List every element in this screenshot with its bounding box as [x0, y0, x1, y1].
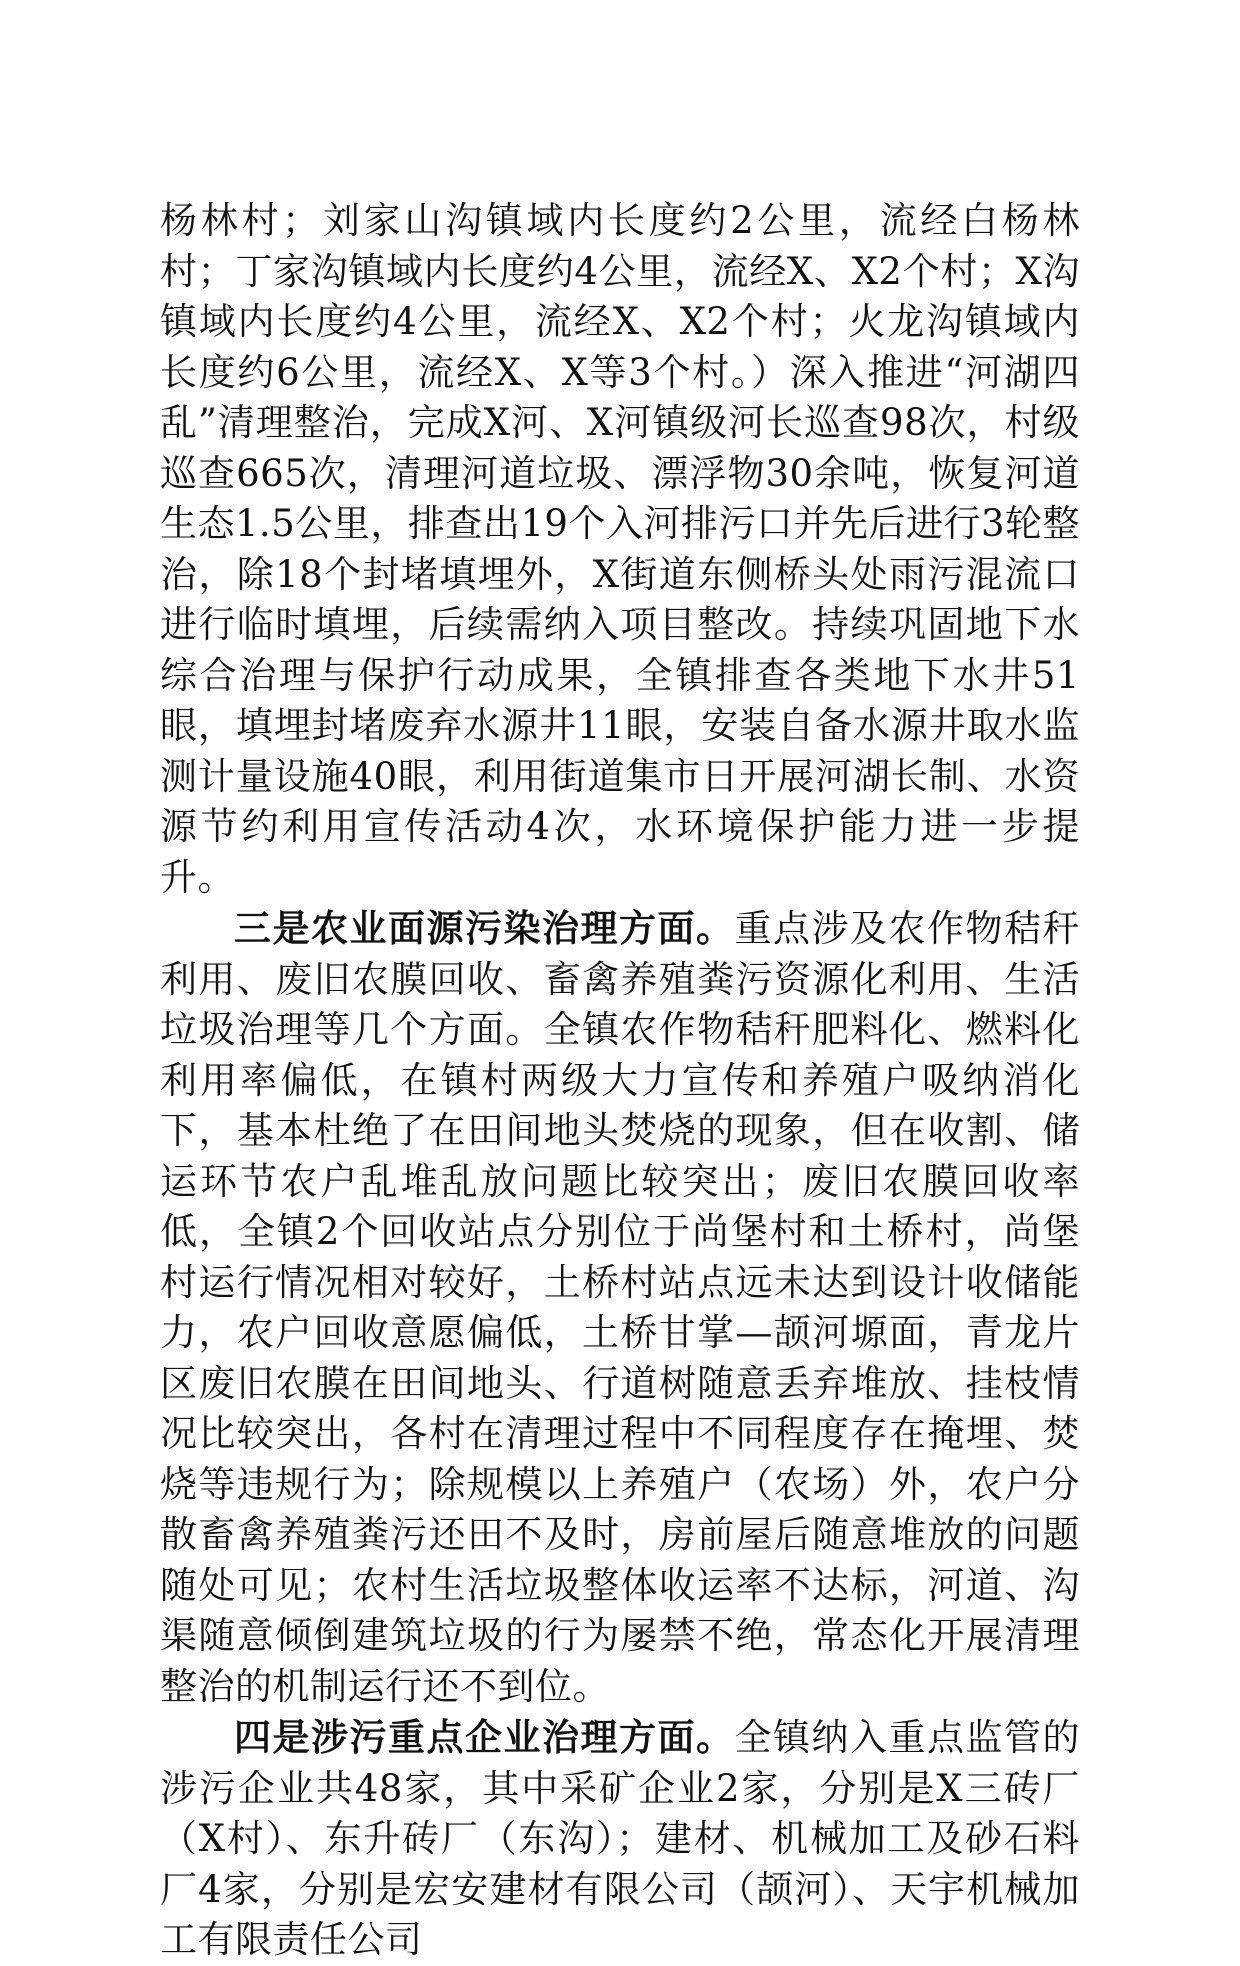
paragraph-2-heading: 三是农业面源污染治理方面。 [234, 906, 735, 950]
paragraph-1-text: 杨林村；刘家山沟镇域内长度约2公里，流经白杨林村；丁家沟镇域内长度约4公里，流经X、X2个村；X沟镇域内长度约4公里，流经X、X2个村；火龙沟镇域内长度约6公里，流经X、X等3个村。）深入推进“河湖四乱”清理整治，完成X河、X河镇级河长巡查98次，村级巡查665次，清理河道垃圾、漂浮物30余吨，恢复河道生态1.5公里，排查出19个入河排污口并先后进行3轮整治，除18个封堵填埋外，X街道东侧桥头处雨污混流口进行临时填埋，后续需纳入项目整改。持续巩固地下水综合治理与保护行动成果，全镇排查各类地下水井51眼，填埋封堵废弃水源井11眼，安装自备水源井取水监测计量设施40眼，利用街道集市日开展河湖长制、水资源节约利用宣传活动4次，水环境保护能力进一步提升。 [160, 199, 1080, 899]
paragraph-3-text: 全镇纳入重点监管的涉污企业共48家，其中采矿企业2家，分别是X三砖厂（X村）、东升砖厂（东沟）；建材、机械加工及砂石料厂4家，分别是宏安建材有限公司（颉河）、天宇机械加工有限责任公司 [160, 1716, 1080, 1961]
paragraph-2 [160, 903, 1080, 1712]
document-page [160, 196, 1080, 1966]
paragraph-3 [160, 1712, 1080, 1966]
paragraph-3-heading: 四是涉污重点企业治理方面。 [234, 1715, 735, 1759]
paragraph-1 [160, 196, 1080, 903]
paragraph-2-text: 重点涉及农作物秸秆利用、废旧农膜回收、畜禽养殖粪污资源化利用、生活垃圾治理等几个方面。全镇农作物秸秆肥料化、燃料化利用率偏低，在镇村两级大力宣传和养殖户吸纳消化下，基本杜绝了在田间地头焚烧的现象，但在收割、储运环节农户乱堆乱放问题比较突出；废旧农膜回收率低，全镇2个回收站点分别位于尚堡村和土桥村，尚堡村运行情况相对较好，土桥村站点远未达到设计收储能力，农户回收意愿偏低，土桥甘掌—颉河塬面，青龙片区废旧农膜在田间地头、行道树随意丢弃堆放、挂枝情况比较突出，各村在清理过程中不同程度存在掩埋、焚烧等违规行为；除规模以上养殖户（农场）外，农户分散畜禽养殖粪污还田不及时，房前屋后随意堆放的问题随处可见；农村生活垃圾整体收运率不达标，河道、沟渠随意倾倒建筑垃圾的行为屡禁不绝，常态化开展清理整治的机制运行还不到位。 [160, 907, 1080, 1708]
